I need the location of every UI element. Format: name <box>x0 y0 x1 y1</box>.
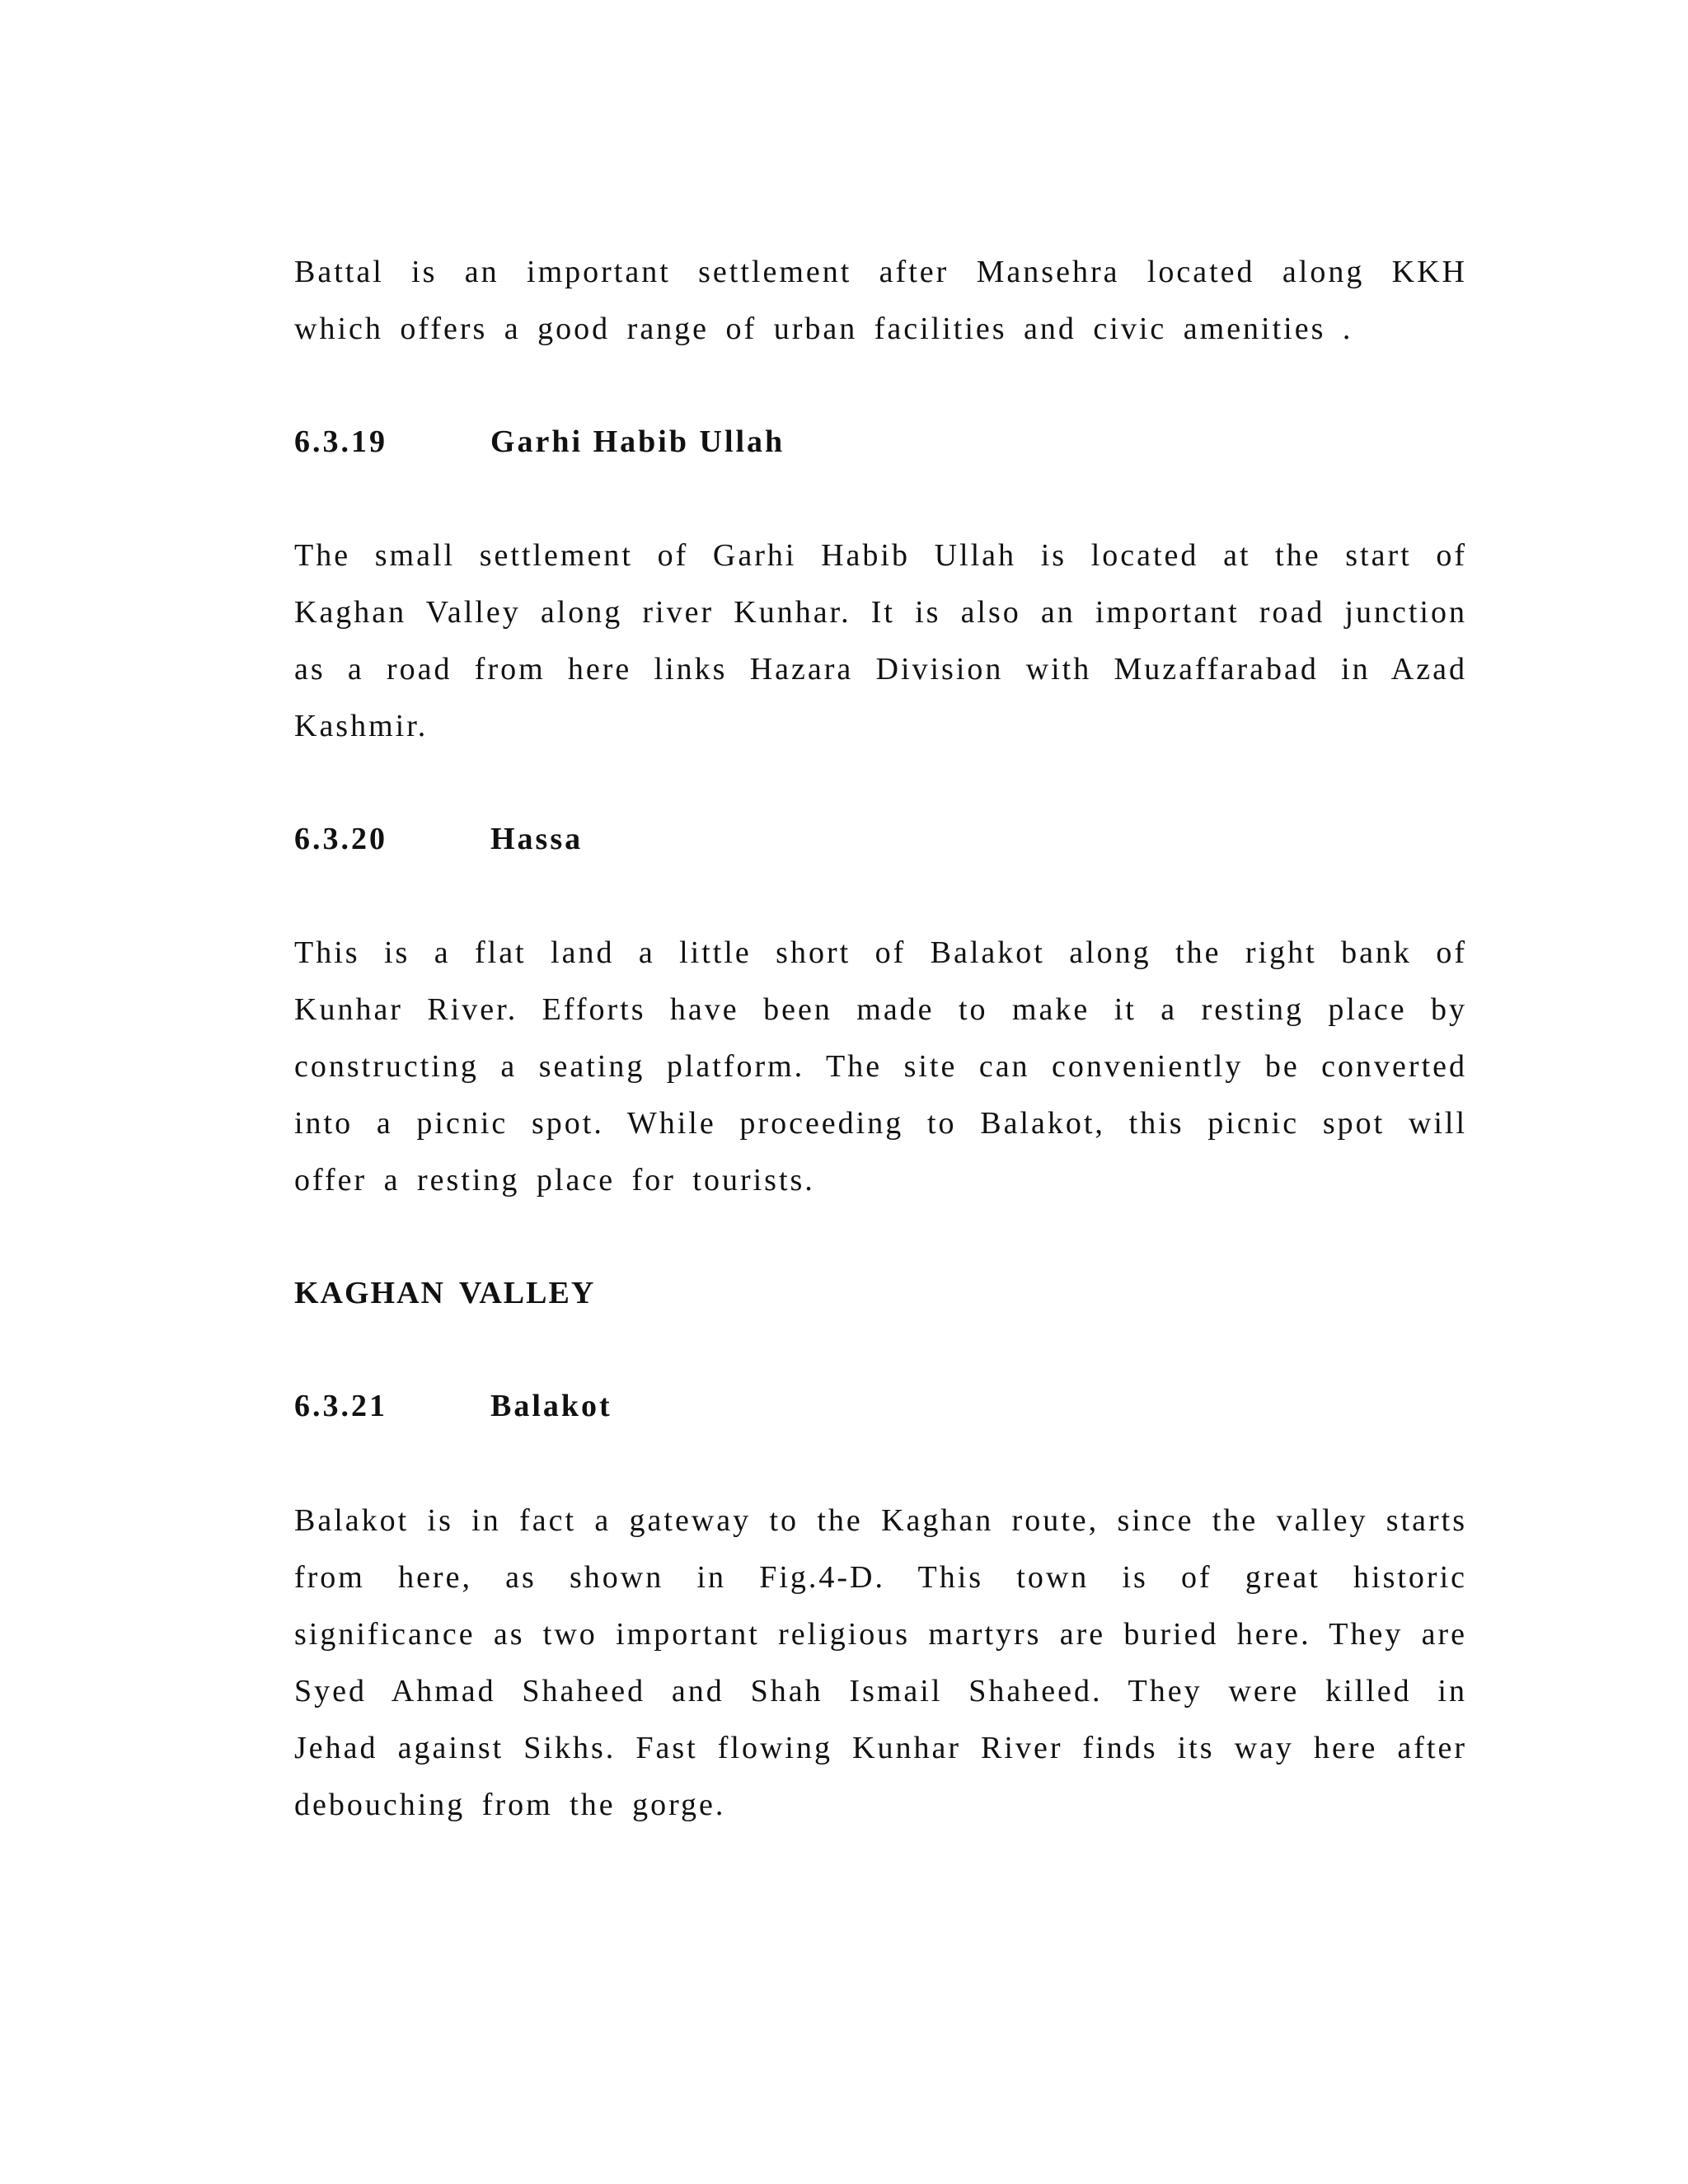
paragraph-balakot: Balakot is in fact a gateway to the Kaghan route, since the valley starts from here, as shown in Fig.4-D. This town is of great historic significance as two important religious martyrs are buried here. They are Syed Ahmad Shaheed and Shah Ismail Shaheed. They were killed in Jehad against Sikhs. Fast flowing Kunhar River finds its way here after debouching from the gorge. <box>294 1503 1467 1822</box>
paragraph-battal: Battal is an important settlement after Mansehra located along KKH which offers a good range of urban facilities and civic amenities . <box>294 255 1467 346</box>
heading-number: 6.3.21 <box>294 1389 387 1423</box>
heading-number: 6.3.20 <box>294 822 387 856</box>
paragraph-hassa: This is a flat land a little short of Balakot along the right bank of Kunhar River. Efforts have been made to make it a resting place by constructing a seating platform. The site can conveniently be converted into a picnic spot. While proceeding to Balakot, this picnic spot will offer a resting place for tourists. <box>294 935 1467 1197</box>
heading-garhi-habib-ullah <box>294 423 785 461</box>
heading-title: Balakot <box>490 1389 612 1423</box>
heading-title: Hassa <box>490 822 584 856</box>
paragraph-garhi-habib-ullah: The small settlement of Garhi Habib Ullah is located at the start of Kaghan Valley along river Kunhar. It is also an important road junction as a road from here links Hazara Division with Muzaffarabad in Azad Kashmir. <box>294 538 1467 743</box>
heading-balakot <box>294 1387 612 1425</box>
heading-title: Garhi Habib Ullah <box>490 424 785 459</box>
heading-number: 6.3.19 <box>294 424 387 459</box>
section-title-kaghan-valley: KAGHAN VALLEY <box>294 1276 596 1310</box>
heading-hassa <box>294 820 583 858</box>
